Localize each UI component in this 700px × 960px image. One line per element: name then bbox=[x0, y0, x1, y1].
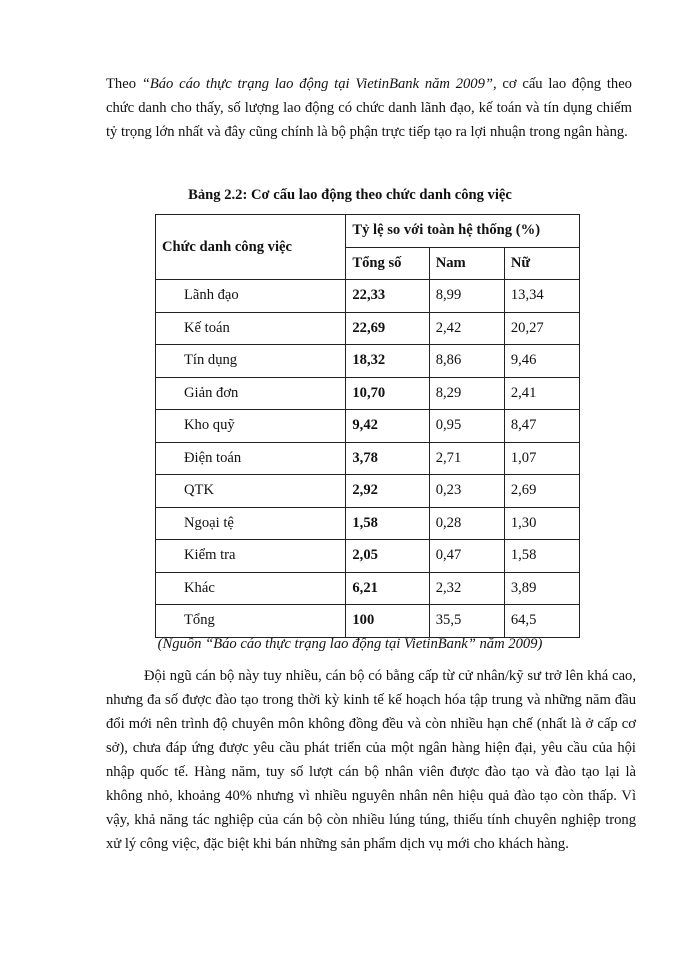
header-job-title: Chức danh công việc bbox=[156, 215, 346, 280]
table-header-row bbox=[156, 215, 580, 248]
male-cell: 35,5 bbox=[429, 605, 504, 638]
total-cell: 6,21 bbox=[346, 572, 429, 605]
table-row bbox=[156, 442, 580, 475]
table-row bbox=[156, 345, 580, 378]
female-cell: 64,5 bbox=[504, 605, 579, 638]
total-cell: 1,58 bbox=[346, 507, 429, 540]
table-row bbox=[156, 507, 580, 540]
female-cell: 2,69 bbox=[504, 475, 579, 508]
male-cell: 0,95 bbox=[429, 410, 504, 443]
male-cell: 2,42 bbox=[429, 312, 504, 345]
total-cell: 3,78 bbox=[346, 442, 429, 475]
female-cell: 1,07 bbox=[504, 442, 579, 475]
total-cell: 9,42 bbox=[346, 410, 429, 443]
header-total: Tổng số bbox=[346, 247, 429, 280]
header-ratio: Tỷ lệ so với toàn hệ thống (%) bbox=[346, 215, 580, 248]
table-row bbox=[156, 475, 580, 508]
header-female: Nữ bbox=[504, 247, 579, 280]
female-cell: 20,27 bbox=[504, 312, 579, 345]
job-title-cell: Kế toán bbox=[156, 312, 346, 345]
header-male: Nam bbox=[429, 247, 504, 280]
table-row bbox=[156, 605, 580, 638]
intro-prefix: Theo bbox=[106, 76, 142, 92]
male-cell: 0,23 bbox=[429, 475, 504, 508]
table-row bbox=[156, 377, 580, 410]
female-cell: 3,89 bbox=[504, 572, 579, 605]
female-cell: 1,58 bbox=[504, 540, 579, 573]
total-cell: 100 bbox=[346, 605, 429, 638]
table-row bbox=[156, 540, 580, 573]
female-cell: 2,41 bbox=[504, 377, 579, 410]
male-cell: 8,86 bbox=[429, 345, 504, 378]
female-cell: 9,46 bbox=[504, 345, 579, 378]
female-cell: 1,30 bbox=[504, 507, 579, 540]
male-cell: 2,71 bbox=[429, 442, 504, 475]
analysis-paragraph: Đội ngũ cán bộ này tuy nhiều, cán bộ có bằng cấp từ cử nhân/kỹ sư trở lên khá cao, nhưng đa số được đào tạo trong thời kỳ kinh tế kế hoạch hóa tập trung và những năm đầu đổi mới nên trình độ chuyên môn không đồng đều và còn nhiều hạn chế (nhất là ở cấp cơ sở), chưa đáp ứng được yêu cầu phát triển của một ngân hàng hiện đại, yêu cầu của hội nhập quốc tế. Hàng năm, tuy số lượt cán bộ nhân viên được đào tạo và đào tạo lại là không nhỏ, khoảng 40% nhưng vì nhiều nguyên nhân nên hiệu quả đào tạo còn thấp. Vì vậy, khả năng tác nghiệp của cán bộ còn nhiều lúng túng, thiếu tính chuyên nghiệp trong xử lý công việc, đặc biệt khi bán những sản phẩm dịch vụ mới cho khách hàng. bbox=[106, 668, 636, 852]
report-title-citation: “Báo cáo thực trạng lao động tại VietinBank năm 2009”, bbox=[141, 76, 497, 92]
female-cell: 8,47 bbox=[504, 410, 579, 443]
male-cell: 0,28 bbox=[429, 507, 504, 540]
male-cell: 8,29 bbox=[429, 377, 504, 410]
total-cell: 22,69 bbox=[346, 312, 429, 345]
labor-structure-table bbox=[155, 214, 580, 638]
total-cell: 18,32 bbox=[346, 345, 429, 378]
job-title-cell: Tín dụng bbox=[156, 345, 346, 378]
job-title-cell: Tổng bbox=[156, 605, 346, 638]
job-title-cell: Kho quỹ bbox=[156, 410, 346, 443]
intro-paragraph bbox=[106, 72, 632, 144]
job-title-cell: Khác bbox=[156, 572, 346, 605]
total-cell: 2,05 bbox=[346, 540, 429, 573]
job-title-cell: Điện toán bbox=[156, 442, 346, 475]
job-title-cell: Kiểm tra bbox=[156, 540, 346, 573]
total-cell: 22,33 bbox=[346, 280, 429, 313]
job-title-cell: QTK bbox=[156, 475, 346, 508]
table-row bbox=[156, 312, 580, 345]
total-cell: 10,70 bbox=[346, 377, 429, 410]
intro-rest: cơ cấu lao động theo chức danh cho thấy, số lượng lao động có chức danh lãnh đạo, kế toán và tín dụng chiếm tỷ trọng lớn nhất và đây cũng chính là bộ phận trực tiếp tạo ra lợi nhuận trong ngân hàng. bbox=[106, 76, 632, 140]
male-cell: 8,99 bbox=[429, 280, 504, 313]
male-cell: 0,47 bbox=[429, 540, 504, 573]
job-title-cell: Giản đơn bbox=[156, 377, 346, 410]
job-title-cell: Ngoại tệ bbox=[156, 507, 346, 540]
table-caption: Bảng 2.2: Cơ cấu lao động theo chức danh công việc bbox=[188, 187, 512, 203]
table-row bbox=[156, 410, 580, 443]
table-row bbox=[156, 572, 580, 605]
table-row bbox=[156, 280, 580, 313]
table-source-note: (Nguồn “Báo cáo thực trạng lao động tại VietinBank” năm 2009) bbox=[157, 636, 543, 652]
female-cell: 13,34 bbox=[504, 280, 579, 313]
male-cell: 2,32 bbox=[429, 572, 504, 605]
total-cell: 2,92 bbox=[346, 475, 429, 508]
job-title-cell: Lãnh đạo bbox=[156, 280, 346, 313]
